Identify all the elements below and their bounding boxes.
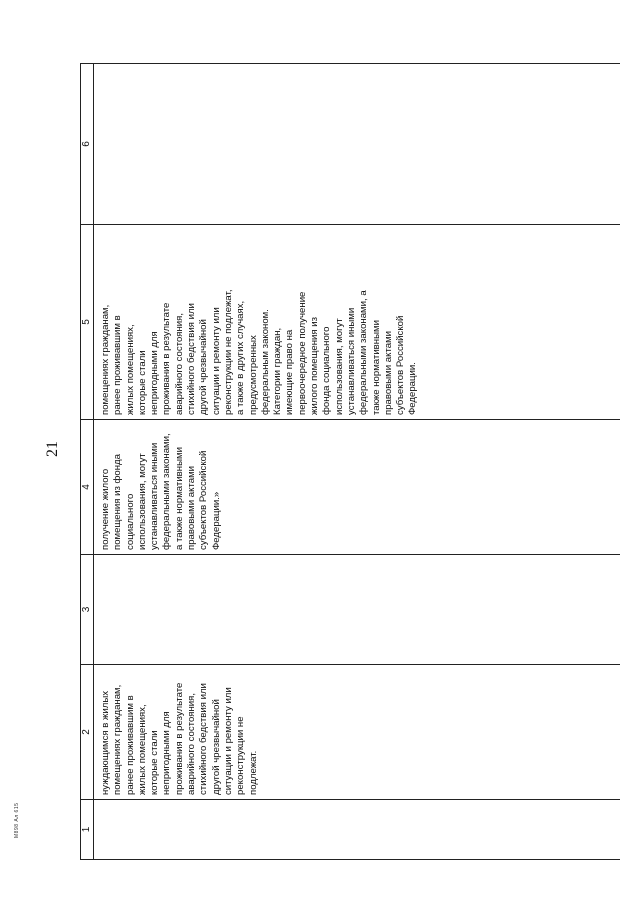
table-row bbox=[94, 64, 621, 860]
rotated-table-container bbox=[80, 60, 640, 860]
comparison-table bbox=[80, 63, 620, 860]
column-header-5: 5 bbox=[81, 225, 94, 420]
cell-col-1 bbox=[94, 800, 621, 860]
cell-col-5 bbox=[94, 225, 621, 420]
cell-text: помещениях гражданам, ранее проживавшим в жилых помещениях, которые стали непригодными для проживания в результате аварийного состояния, стихийного бедствия или другой чрезвычайной ситуации и ремонту или реконструкции не подлежат, а также в других случаях, предусмотренных федеральным законом. Категории граждан, имеющие право на первоочередное получение жилого помещения из фонда социального использования, могут устанавливаться иными федеральными законами, а также нормативными правовыми актами субъектов Российской Федерации. bbox=[100, 289, 419, 415]
cell-text: получение жилого помещения из фонда социального использования, могут устанавливаться иными федеральными законами, а также нормативными правовыми актами субъектов Российской Федерации.» bbox=[100, 433, 222, 550]
column-header-4: 4 bbox=[81, 420, 94, 555]
table-header-row bbox=[81, 64, 94, 860]
cell-col-2 bbox=[94, 665, 621, 800]
column-header-6: 6 bbox=[81, 64, 94, 225]
cell-col-6 bbox=[94, 64, 621, 225]
cell-col-4 bbox=[94, 420, 621, 555]
column-header-3: 3 bbox=[81, 555, 94, 665]
column-header-1: 1 bbox=[81, 800, 94, 860]
cell-text: нуждающимся в жилых помещениях гражданам, ранее проживавшим в жилых помещениях, которые стали непригодными для проживания в результате аварийного состояния, стихийного бедствия или другой чрезвычайной ситуации и ремонту или реконструкции не подлежат. bbox=[100, 682, 259, 795]
footer-code: M898 Ал 615 bbox=[14, 802, 20, 838]
page-number: 21 bbox=[44, 441, 61, 457]
cell-col-3 bbox=[94, 555, 621, 665]
column-header-2: 2 bbox=[81, 665, 94, 800]
